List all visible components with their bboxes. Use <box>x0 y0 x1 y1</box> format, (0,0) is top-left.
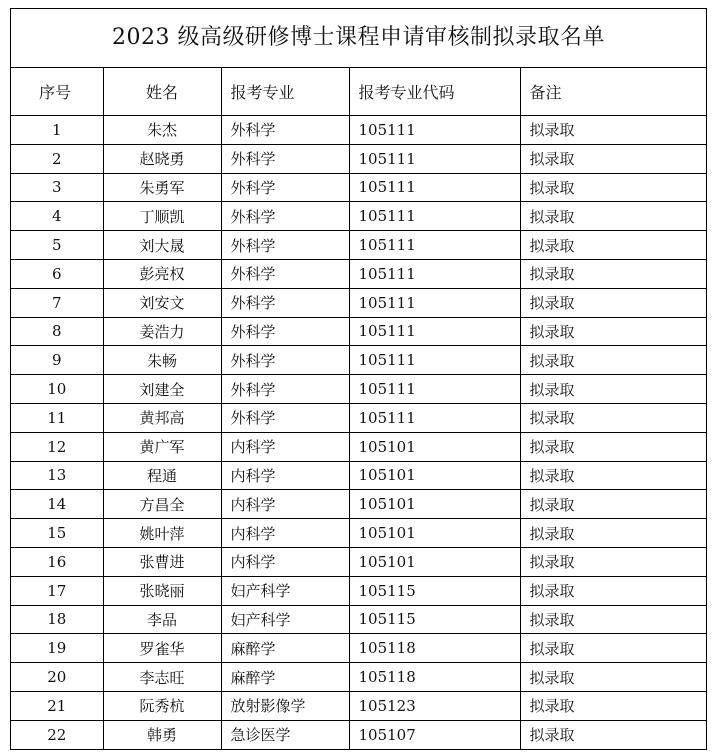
cell-name: 朱畅 <box>103 346 221 375</box>
cell-serial-number: 3 <box>11 173 103 202</box>
cell-major-code: 105115 <box>349 605 520 634</box>
cell-serial-number: 4 <box>11 202 103 231</box>
cell-major-code: 105111 <box>349 144 520 173</box>
cell-note: 拟录取 <box>520 432 706 461</box>
cell-note: 拟录取 <box>520 231 706 260</box>
cell-serial-number: 13 <box>11 461 103 490</box>
cell-major: 外科学 <box>221 144 349 173</box>
header-note: 备注 <box>520 68 706 116</box>
cell-name: 黄邦高 <box>103 403 221 432</box>
cell-name: 刘大晟 <box>103 231 221 260</box>
cell-note: 拟录取 <box>520 634 706 663</box>
cell-note: 拟录取 <box>520 202 706 231</box>
cell-note: 拟录取 <box>520 317 706 346</box>
cell-major-code: 105111 <box>349 116 520 145</box>
cell-major-code: 105101 <box>349 519 520 548</box>
cell-name: 李志旺 <box>103 663 221 692</box>
cell-name: 张晓丽 <box>103 576 221 605</box>
cell-major: 内科学 <box>221 461 349 490</box>
cell-major-code: 105115 <box>349 576 520 605</box>
table-row <box>11 259 706 288</box>
cell-major: 内科学 <box>221 519 349 548</box>
cell-name: 朱勇军 <box>103 173 221 202</box>
cell-major: 麻醉学 <box>221 634 349 663</box>
cell-major-code: 105101 <box>349 547 520 576</box>
cell-name: 丁顺凯 <box>103 202 221 231</box>
cell-note: 拟录取 <box>520 605 706 634</box>
cell-serial-number: 14 <box>11 490 103 519</box>
cell-major-code: 105123 <box>349 691 520 720</box>
cell-serial-number: 5 <box>11 231 103 260</box>
cell-note: 拟录取 <box>520 519 706 548</box>
header-major: 报考专业 <box>221 68 349 116</box>
cell-note: 拟录取 <box>520 490 706 519</box>
table-row <box>11 519 706 548</box>
table-row <box>11 116 706 145</box>
table-row <box>11 288 706 317</box>
cell-major: 外科学 <box>221 173 349 202</box>
cell-note: 拟录取 <box>520 663 706 692</box>
cell-name: 彭亮权 <box>103 259 221 288</box>
cell-name: 程通 <box>103 461 221 490</box>
table-row <box>11 634 706 663</box>
cell-note: 拟录取 <box>520 144 706 173</box>
table-row <box>11 231 706 260</box>
cell-major: 麻醉学 <box>221 663 349 692</box>
table-row <box>11 663 706 692</box>
cell-major-code: 105118 <box>349 634 520 663</box>
table-row <box>11 490 706 519</box>
cell-major-code: 105111 <box>349 231 520 260</box>
cell-serial-number: 17 <box>11 576 103 605</box>
cell-serial-number: 18 <box>11 605 103 634</box>
cell-serial-number: 22 <box>11 720 103 748</box>
cell-serial-number: 20 <box>11 663 103 692</box>
cell-major: 急诊医学 <box>221 720 349 748</box>
cell-serial-number: 2 <box>11 144 103 173</box>
cell-major: 外科学 <box>221 116 349 145</box>
cell-name: 韩勇 <box>103 720 221 748</box>
cell-name: 朱杰 <box>103 116 221 145</box>
cell-major: 外科学 <box>221 288 349 317</box>
header-major-code: 报考专业代码 <box>349 68 520 116</box>
admission-list-sheet <box>10 8 707 750</box>
cell-major-code: 105111 <box>349 259 520 288</box>
cell-serial-number: 10 <box>11 375 103 404</box>
cell-major: 外科学 <box>221 202 349 231</box>
cell-major-code: 105101 <box>349 432 520 461</box>
cell-major: 外科学 <box>221 346 349 375</box>
table-row <box>11 346 706 375</box>
cell-name: 阮秀杭 <box>103 691 221 720</box>
cell-major: 外科学 <box>221 231 349 260</box>
cell-note: 拟录取 <box>520 259 706 288</box>
cell-serial-number: 6 <box>11 259 103 288</box>
header-serial-number: 序号 <box>11 68 103 116</box>
cell-note: 拟录取 <box>520 375 706 404</box>
cell-note: 拟录取 <box>520 346 706 375</box>
cell-note: 拟录取 <box>520 720 706 748</box>
cell-major: 外科学 <box>221 317 349 346</box>
table-row <box>11 691 706 720</box>
cell-serial-number: 19 <box>11 634 103 663</box>
cell-major-code: 105111 <box>349 202 520 231</box>
header-name: 姓名 <box>103 68 221 116</box>
cell-name: 黄广军 <box>103 432 221 461</box>
table-row <box>11 144 706 173</box>
cell-major-code: 105111 <box>349 375 520 404</box>
cell-serial-number: 1 <box>11 116 103 145</box>
cell-note: 拟录取 <box>520 116 706 145</box>
cell-major-code: 105118 <box>349 663 520 692</box>
cell-major-code: 105101 <box>349 490 520 519</box>
cell-note: 拟录取 <box>520 576 706 605</box>
page-title: 2023 级高级研修博士课程申请审核制拟录取名单 <box>11 9 706 68</box>
cell-serial-number: 15 <box>11 519 103 548</box>
cell-major-code: 105111 <box>349 346 520 375</box>
cell-name: 方昌全 <box>103 490 221 519</box>
cell-serial-number: 8 <box>11 317 103 346</box>
table-row <box>11 317 706 346</box>
cell-major: 放射影像学 <box>221 691 349 720</box>
cell-major-code: 105111 <box>349 403 520 432</box>
table-row <box>11 403 706 432</box>
table-header-row <box>11 68 706 116</box>
cell-name: 姜浩力 <box>103 317 221 346</box>
table-row <box>11 202 706 231</box>
cell-major: 妇产科学 <box>221 605 349 634</box>
cell-major: 内科学 <box>221 490 349 519</box>
cell-major: 内科学 <box>221 547 349 576</box>
cell-note: 拟录取 <box>520 547 706 576</box>
cell-major: 外科学 <box>221 259 349 288</box>
table-row <box>11 375 706 404</box>
cell-major-code: 105111 <box>349 288 520 317</box>
admission-table <box>11 68 706 749</box>
cell-serial-number: 16 <box>11 547 103 576</box>
cell-major-code: 105111 <box>349 173 520 202</box>
cell-name: 赵晓勇 <box>103 144 221 173</box>
cell-serial-number: 12 <box>11 432 103 461</box>
cell-serial-number: 9 <box>11 346 103 375</box>
cell-note: 拟录取 <box>520 691 706 720</box>
table-row <box>11 432 706 461</box>
cell-major: 外科学 <box>221 403 349 432</box>
cell-name: 刘安文 <box>103 288 221 317</box>
cell-major: 妇产科学 <box>221 576 349 605</box>
table-row <box>11 605 706 634</box>
cell-major: 外科学 <box>221 375 349 404</box>
table-row <box>11 720 706 748</box>
cell-name: 姚叶萍 <box>103 519 221 548</box>
cell-serial-number: 21 <box>11 691 103 720</box>
cell-serial-number: 11 <box>11 403 103 432</box>
cell-note: 拟录取 <box>520 403 706 432</box>
table-row <box>11 576 706 605</box>
cell-major-code: 105111 <box>349 317 520 346</box>
cell-major: 内科学 <box>221 432 349 461</box>
cell-note: 拟录取 <box>520 461 706 490</box>
table-row <box>11 173 706 202</box>
cell-note: 拟录取 <box>520 288 706 317</box>
cell-major-code: 105101 <box>349 461 520 490</box>
cell-name: 罗雀华 <box>103 634 221 663</box>
table-row <box>11 547 706 576</box>
cell-major-code: 105107 <box>349 720 520 748</box>
cell-serial-number: 7 <box>11 288 103 317</box>
cell-name: 张曹进 <box>103 547 221 576</box>
cell-name: 刘建全 <box>103 375 221 404</box>
table-row <box>11 461 706 490</box>
cell-note: 拟录取 <box>520 173 706 202</box>
cell-name: 李品 <box>103 605 221 634</box>
